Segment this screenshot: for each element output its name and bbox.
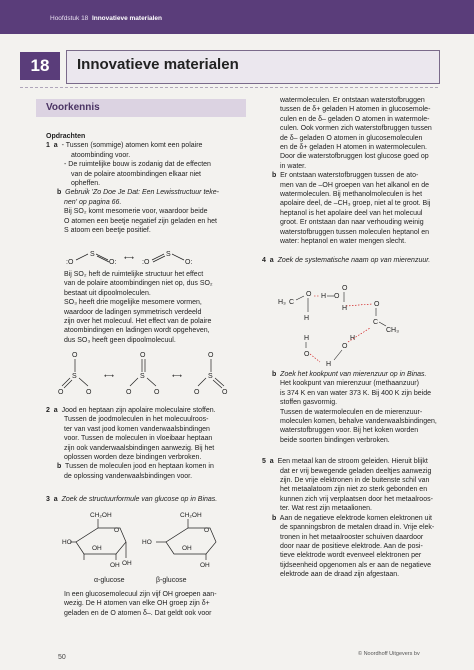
q4a-line1: 4 a Zoek de systematische naam op van mierenzuur. xyxy=(262,256,431,264)
q1b-line7: van de polaire atoombindingen niet op, dus SO₂ xyxy=(64,280,213,288)
svg-text:OH: OH xyxy=(182,545,192,552)
q5a-line1: 5 a Een metaal kan de stroom geleiden. Hieruit blijkt xyxy=(262,458,428,466)
q2b-line2: de oplossing vanderwaalsbindingen voor. xyxy=(64,472,193,480)
svg-text:HO: HO xyxy=(62,539,72,546)
svg-text:H₃: H₃ xyxy=(278,299,286,306)
svg-text:⟷: ⟷ xyxy=(172,373,183,380)
svg-text:OH: OH xyxy=(110,562,120,569)
q2a-line3: ter van vast jood komen vanderwaalsbindingen xyxy=(64,425,210,433)
page-number: 50 xyxy=(58,654,66,661)
svg-text:HO: HO xyxy=(142,539,152,546)
q2a-line6: oplossen worden deze bindingen verbroken. xyxy=(64,454,202,462)
q4b-line1: b Zoek het kookpunt van mierenzuur op in Binas. xyxy=(272,371,427,378)
svg-text:O: O xyxy=(126,389,132,396)
svg-text:⟷: ⟷ xyxy=(124,255,135,262)
svg-text:C: C xyxy=(289,299,295,306)
right-column-part1: watermoleculen. Er ontstaan waterstofbruggen tussen de δ+ geladen H atomen in glucosemole- culen en de δ– geladen O atomen in watermole- culen. Ook vormen zich waterstofbruggen tussen de δ– geladen O atomen in glucosemoleculen en de δ+ geladen H atomen in watermoleculen. Door die waterstofbruggen lost glucose goed op in water. b Er ontstaan waterstofbruggen tussen de ato- men van de –OH groepen van het alkanol en de watermoleculen. Bij methanolmoleculen is het apolaire deel, de –CH₃ groep, niet al te groot. Bij heptanol is het apolaire deel van het molecuul groot. Er ontstaan dan naar verhouding weinig waterstofbruggen tussen moleculen heptanol en water: heptanol en water mengen slecht. 4 a Zoek de systematische naam op van mierenzuur. xyxy=(262,96,457,265)
svg-text:O: O xyxy=(86,389,92,396)
svg-text:O: O xyxy=(204,527,210,534)
q1b-line1: b Gebruik 'Zo Doe Je Dat: Een Lewisstructuur teke- xyxy=(57,189,220,197)
glucose-structures-figure xyxy=(64,510,214,572)
svg-text:S: S xyxy=(72,373,77,380)
chapter-title: Innovatieve materialen xyxy=(77,56,239,73)
svg-text:S: S xyxy=(208,373,213,380)
svg-text:S: S xyxy=(166,251,171,258)
q1b-line12: atoombindingen en ladingen wordt opgeheven, xyxy=(64,327,210,335)
right-column-part2: b Zoek het kookpunt van mierenzuur op in Binas. Het kookpunt van mierenzuur (methaanzuur) is 374 K en van water 373 K. Bij 400 K zijn beide stoffen gasvormig. Tussen de watermoleculen en de mierenzuur- moleculen komen, behalve vanderwaalsbindingen, waterstofbruggen voor. Bij het koken worden beide soorten bindingen verbroken. 5 a Een metaal kan de stroom geleiden. Hieruit blijkt dat er vrij bewegende geladen deeltjes aanwezig zijn. De vrije elektronen in de buitenste schil van het metaalatoom zijn niet zo sterk gebonden en kunnen zich vrij verplaatsen door het metaalroos- ter. Wat rest zijn metaalionen. b Aan de negatieve elektrode komen elektronen uit de spanningsbron de metalen draad in. Vrije elek- tronen in het metaalrooster schuiven daardoor door naar de positieve elektrode. Aan de posi- tieve elektrode wordt evenveel elektronen per tijdseenheid opgenomen als er aan de negatieve elektrode aan de draad zijn afgestaan. xyxy=(262,370,457,580)
svg-text:O: O xyxy=(154,389,160,396)
q3b-line1: b Er ontstaan waterstofbruggen tussen de ato- xyxy=(272,172,419,180)
q1b-line11: zijn over het molecuul. Het effect van de polaire xyxy=(64,318,212,326)
q2a-line2: Tussen de joodmoleculen in het molecuulroos- xyxy=(64,416,209,424)
svg-text:CH₂OH: CH₂OH xyxy=(180,512,202,519)
svg-text:H: H xyxy=(350,335,356,342)
chapter-title-box xyxy=(66,50,440,84)
q1b-line3: Bij SO₂ komt mesomerie voor, waardoor beide xyxy=(64,208,208,216)
q1b-line2: nen' op pagina 66. xyxy=(64,198,122,206)
q1b-line5: S atoom een beetje positief. xyxy=(64,227,151,235)
svg-text:O: O xyxy=(342,285,348,292)
svg-text:CH₃: CH₃ xyxy=(386,327,399,334)
svg-text:H: H xyxy=(304,315,310,322)
svg-text:O:: O: xyxy=(109,259,117,266)
svg-text:CH₂OH: CH₂OH xyxy=(90,512,112,519)
svg-text:O:: O: xyxy=(185,259,193,266)
svg-text:O: O xyxy=(114,527,120,534)
chapter-number: 18 xyxy=(20,52,60,80)
svg-text::O: :O xyxy=(142,259,150,266)
svg-text:O: O xyxy=(208,352,214,359)
q5b-line1: b Aan de negatieve elektrode komen elektronen uit xyxy=(272,514,432,522)
title-divider xyxy=(20,87,438,88)
svg-text:S: S xyxy=(140,373,145,380)
q3-line1: In een glucosemolecuul zijn vijf OH groepen aan- xyxy=(64,591,217,598)
so2-mesomers-figure xyxy=(62,248,252,270)
svg-text:C: C xyxy=(373,319,379,326)
beta-glucose-label: β-glucose xyxy=(156,577,187,584)
q1b-line6: Bij SO₂ heft de ruimtelijke structuur het effect xyxy=(64,271,204,278)
q1b-line10: waardoor de ladingen symmetrisch verdeeld xyxy=(64,308,202,316)
svg-text:H: H xyxy=(304,335,310,342)
svg-text:O: O xyxy=(194,389,200,396)
svg-text:S: S xyxy=(90,251,95,258)
q3-line2: wezig. De H atomen van elke OH groep zijn δ+ xyxy=(64,600,210,608)
svg-text:H: H xyxy=(326,361,332,368)
q3a-line1: 3 a Zoek de structuurformule van glucose op in Binas. xyxy=(46,496,218,504)
q1a-line5: opheffen. xyxy=(71,180,101,188)
formic-acid-water-figure xyxy=(276,282,406,372)
q1b-line8: bestaat uit dipoolmoleculen. xyxy=(64,289,151,297)
q1b-line13: dus SO₃ heeft geen dipoolmolecuul. xyxy=(64,336,176,344)
left-column-part2 xyxy=(64,270,264,345)
svg-text::O: :O xyxy=(66,259,74,266)
svg-text:H: H xyxy=(342,305,348,312)
q1a-line3: - De ruimtelijke bouw is zodanig dat de effecten xyxy=(64,161,211,169)
chapter-running-head: Hoofdstuk 18 Innovatieve materialen xyxy=(50,15,163,22)
svg-text:O: O xyxy=(342,343,348,350)
section-title: Voorkennis xyxy=(46,102,100,113)
svg-text:O: O xyxy=(72,352,78,359)
svg-text:O: O xyxy=(140,352,146,359)
q1a-line4: van de polaire atoombindingen elkaar niet xyxy=(71,170,201,178)
svg-text:O: O xyxy=(58,389,64,396)
svg-text:H: H xyxy=(321,293,327,300)
q1b-line4: O atomen een beetje negatief zijn geladen en het xyxy=(64,217,217,225)
q1b-line9: SO₃ heeft drie mogelijke mesomere vormen, xyxy=(64,299,202,307)
svg-text:OH: OH xyxy=(92,545,102,552)
svg-text:⟷: ⟷ xyxy=(104,373,115,380)
so3-mesomers-figure xyxy=(58,348,258,398)
alpha-glucose-label: α-glucose xyxy=(94,577,125,584)
q2a-line4: voor. Tussen de moleculen in vloeibaar heptaan xyxy=(64,435,213,443)
svg-text:O: O xyxy=(222,389,228,396)
copyright: © Noordhoff Uitgevers bv xyxy=(358,651,420,657)
left-column-part4 xyxy=(64,590,264,618)
svg-text:O: O xyxy=(374,301,380,308)
left-column-part3 xyxy=(46,406,266,505)
subsection-title: Opdrachten xyxy=(46,133,86,140)
svg-text:O: O xyxy=(304,351,310,358)
svg-text:OH: OH xyxy=(200,562,210,569)
q1a-line1: 1 a - Tussen (sommige) atomen komt een polaire xyxy=(46,142,203,150)
svg-text:OH: OH xyxy=(122,560,132,567)
left-column-part1 xyxy=(46,132,261,235)
q2a-line1: 2 a Jood en heptaan zijn apolaire moleculaire stoffen. xyxy=(46,407,216,414)
q2a-line5: zijn ook vanderwaalsbindingen aanwezig. Bij het xyxy=(64,444,215,452)
section-bar xyxy=(36,99,246,117)
svg-text:O: O xyxy=(306,291,312,298)
svg-text:O: O xyxy=(334,293,340,300)
q1a-line2: atoombinding voor. xyxy=(71,151,131,159)
q3-line3: geladen en de O atomen δ–. Dat geldt ook voor xyxy=(64,609,212,617)
q2b-line1: b Tussen de moleculen jood en heptaan komen in xyxy=(57,463,214,471)
